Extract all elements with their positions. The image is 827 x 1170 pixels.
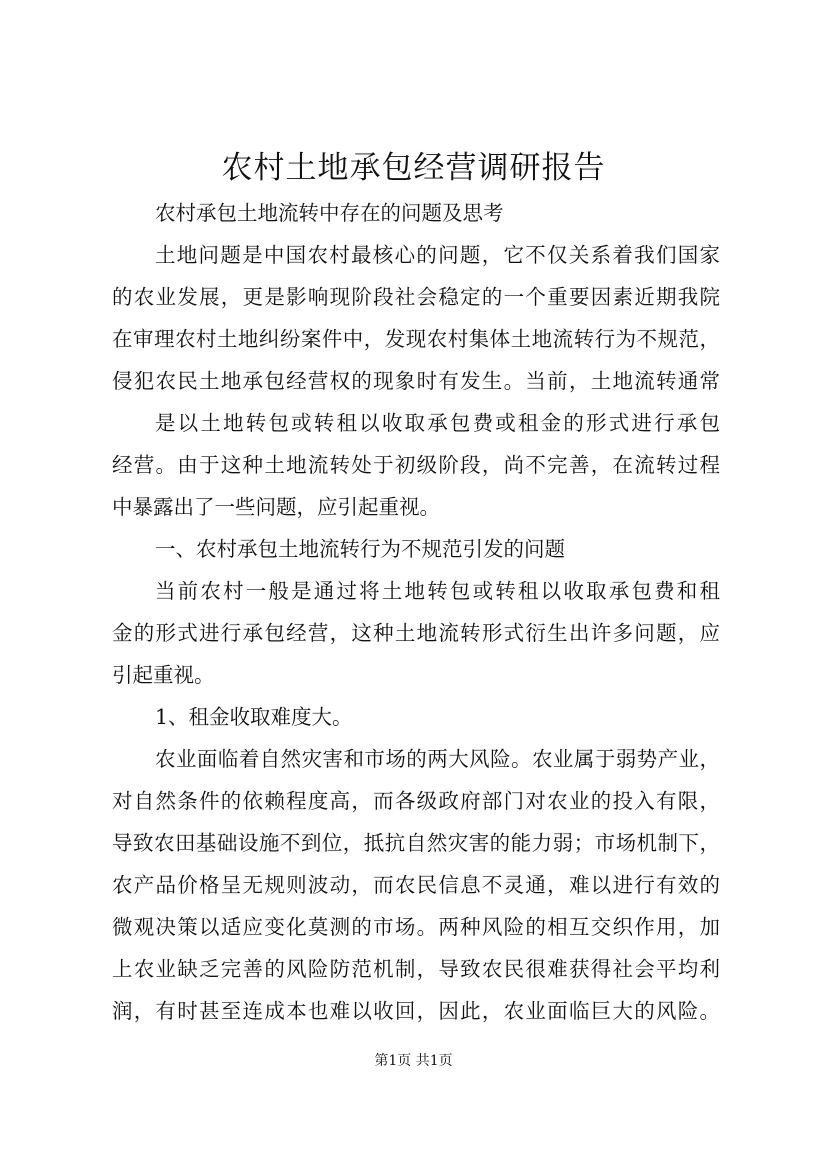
paragraph-line: 中暴露出了一些问题，应引起重视。	[112, 495, 440, 519]
paragraph-line: 土地问题是中国农村最核心的问题，它不仅关系着我们国家	[155, 243, 720, 267]
paragraph-line: 是以土地转包或转租以收取承包费或租金的形式进行承包	[155, 411, 720, 435]
paragraph-line: 导致农田基础设施不到位，抵抗自然灾害的能力弱；市场机制下，	[112, 831, 720, 855]
document-title: 农村土地承包经营调研报告	[221, 150, 606, 186]
section-subtitle: 农村承包土地流转中存在的问题及思考	[155, 201, 504, 225]
paragraph-line: 对自然条件的依赖程度高，而各级政府部门对农业的投入有限，	[112, 789, 720, 813]
subsection-heading: 1、租金收取难度大。	[155, 705, 353, 729]
paragraph-line: 金的形式进行承包经营，这种土地流转形式衍生出许多问题，应	[112, 621, 720, 645]
paragraph-line: 的农业发展，更是影响现阶段社会稳定的一个重要因素近期我院	[112, 285, 720, 309]
page-number-footer: 第1页 共1页	[374, 1053, 453, 1069]
paragraph-line: 在审理农村土地纠纷案件中，发现农村集体土地流转行为不规范，	[112, 327, 720, 351]
paragraph-line: 当前农村一般是通过将土地转包或转租以收取承包费和租	[155, 579, 720, 603]
paragraph-line: 上农业缺乏完善的风险防范机制，导致农民很难获得社会平均利	[112, 957, 720, 981]
paragraph-line: 侵犯农民土地承包经营权的现象时有发生。当前，土地流转通常	[112, 369, 720, 393]
paragraph-line: 农产品价格呈无规则波动，而农民信息不灵通，难以进行有效的	[112, 873, 720, 897]
paragraph-line: 润，有时甚至连成本也难以收回，因此，农业面临巨大的风险。	[112, 999, 720, 1023]
paragraph-line: 经营。由于这种土地流转处于初级阶段，尚不完善，在流转过程	[112, 453, 720, 477]
paragraph-line: 农业面临着自然灾害和市场的两大风险。农业属于弱势产业，	[155, 747, 720, 771]
paragraph-line: 引起重视。	[112, 663, 215, 687]
paragraph-line: 微观决策以适应变化莫测的市场。两种风险的相互交织作用，加	[112, 915, 720, 939]
section-heading: 一、农村承包土地流转行为不规范引发的问题	[155, 537, 565, 561]
